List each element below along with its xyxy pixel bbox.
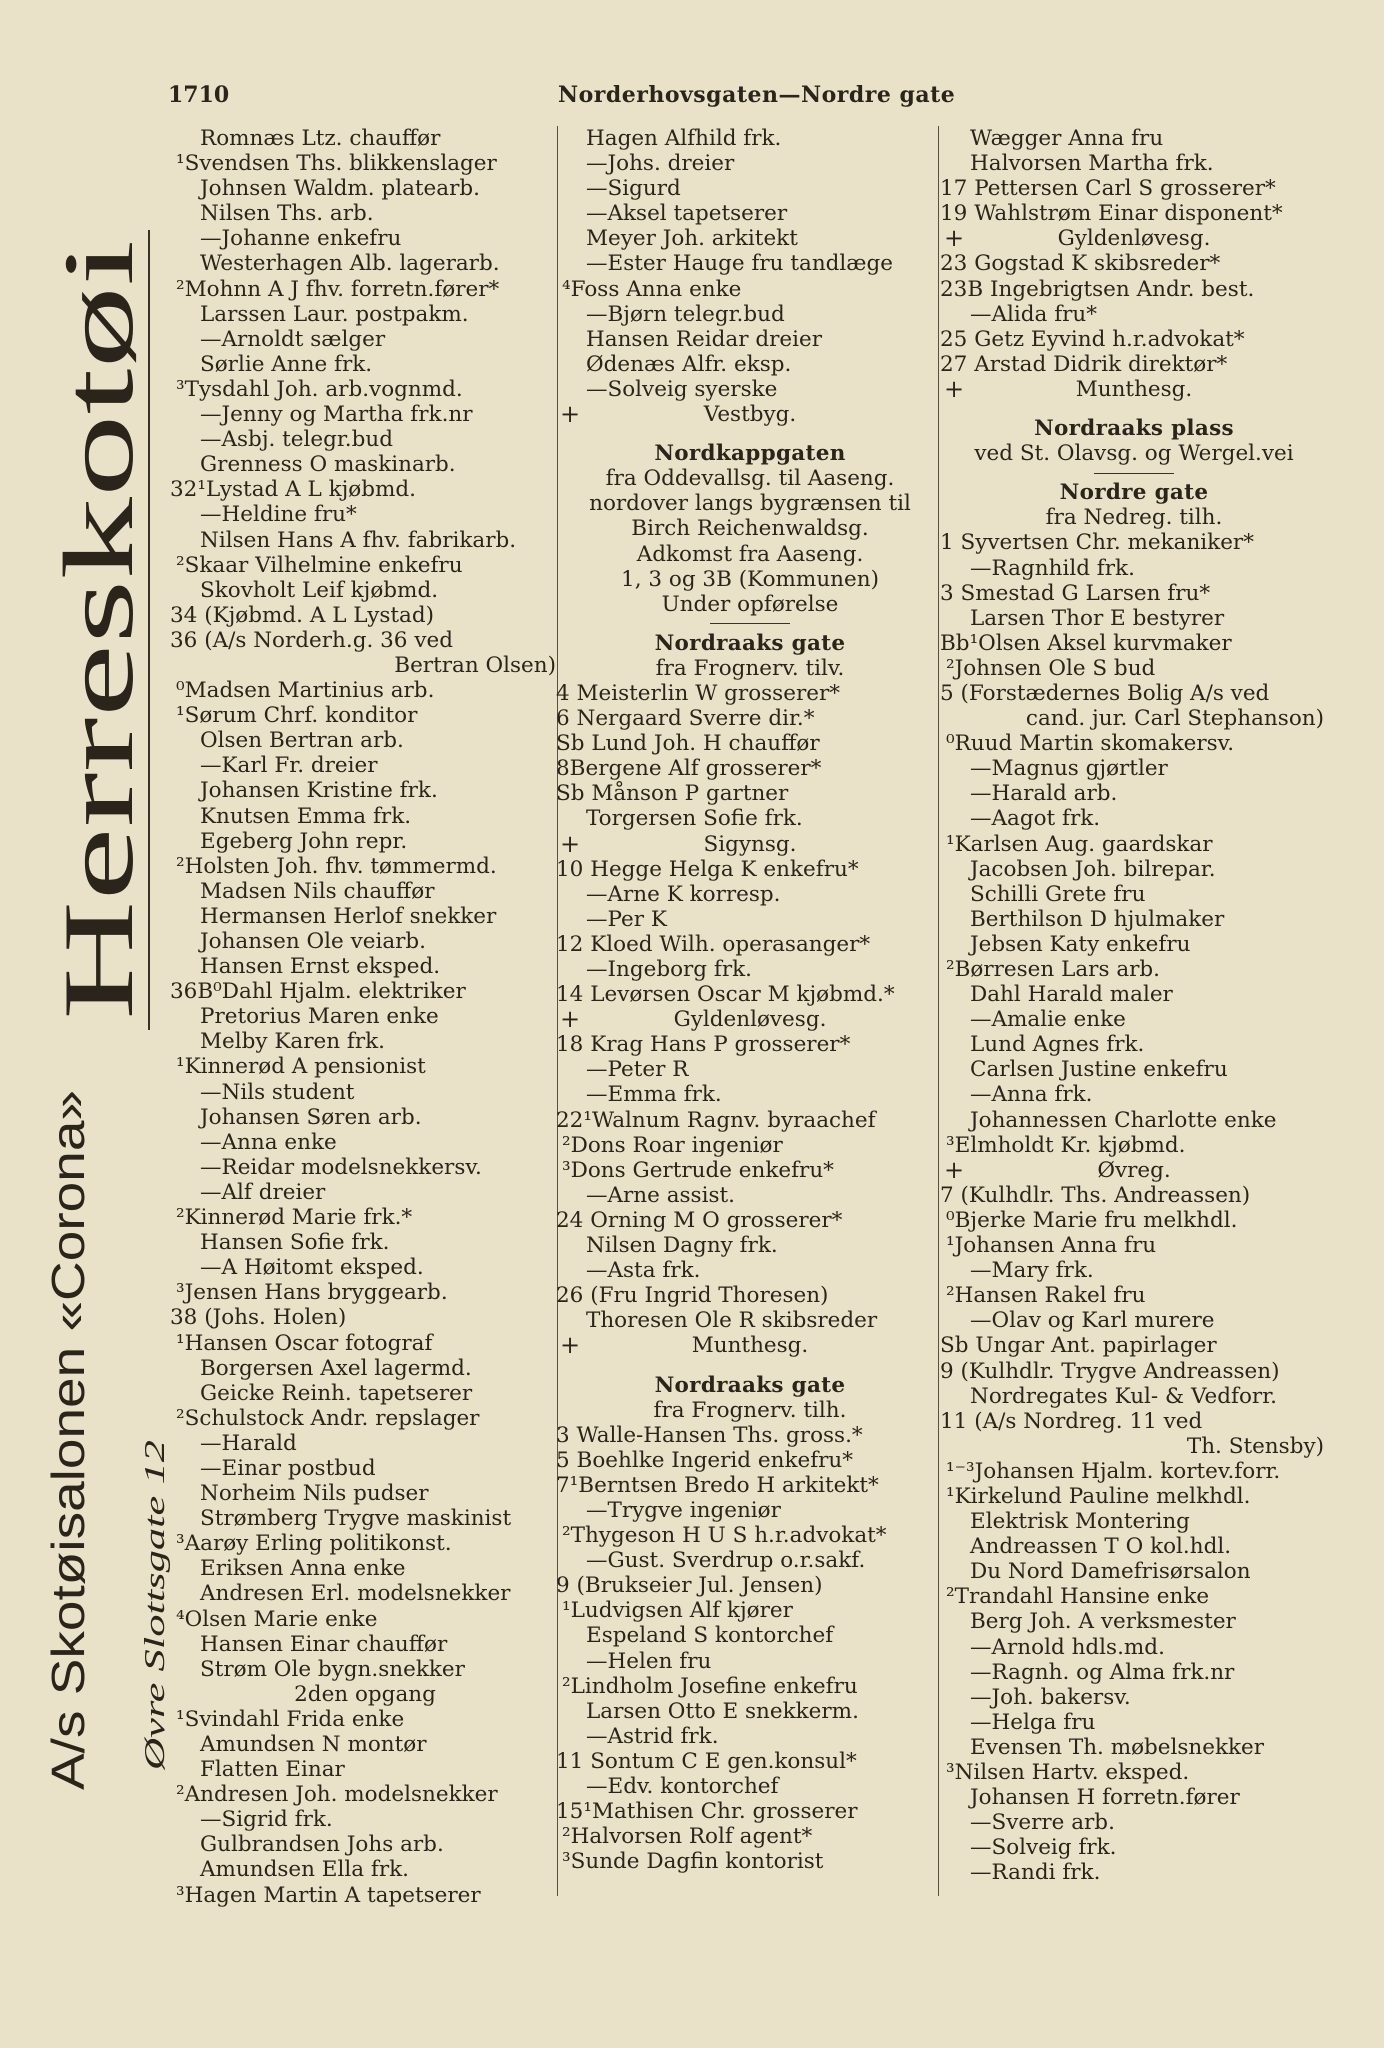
- directory-entry: 15¹Mathisen Chr. grosserer: [556, 1799, 858, 1825]
- directory-entry: Lund Agnes frk.: [970, 1032, 1145, 1058]
- directory-entry: Larssen Laur. postpakm.: [200, 301, 469, 327]
- directory-entry: 34 (Kjøbmd. A L Lystad): [170, 602, 434, 628]
- directory-entry: ²Skaar Vilhelmine enkefru: [176, 552, 463, 578]
- directory-entry: Johansen Ole veiarb.: [200, 929, 427, 954]
- directory-entry: Westerhagen Alb. lagerarb.: [200, 251, 500, 277]
- cross-street-icon: +: [560, 829, 581, 858]
- directory-entry: Evensen Th. møbelsnekker: [970, 1734, 1265, 1760]
- directory-entry: Elektrisk Montering: [970, 1509, 1190, 1535]
- street-heading: Nordkappgaten: [654, 441, 846, 467]
- advert-divider: [148, 230, 150, 1030]
- directory-entry: —Gust. Sverdrup o.r.sakf.: [586, 1548, 866, 1574]
- directory-entry: Johansen Søren arb.: [200, 1104, 422, 1130]
- directory-entry: —Reidar modelsnekkersv.: [200, 1154, 482, 1180]
- directory-entry: fra Oddevallsg. til Aaseng.: [605, 466, 895, 492]
- directory-entry: Hagen Alfhild frk.: [586, 126, 782, 151]
- directory-entry: 19 Wahlstrøm Einar disponent*: [940, 201, 1283, 227]
- directory-entry: 1, 3 og 3B (Kommunen): [621, 566, 879, 592]
- section-rule: [556, 617, 944, 631]
- directory-entry: Espeland S kontorchef: [586, 1623, 834, 1649]
- directory-entry: ³Hagen Martin A tapetserer: [176, 1882, 481, 1908]
- directory-entry: ²Dons Roar ingeniør: [562, 1132, 783, 1158]
- directory-column-1: [170, 126, 560, 1908]
- directory-entry: ¹Kinnerød A pensionist: [176, 1054, 426, 1080]
- directory-entry: —Helga fru: [970, 1709, 1096, 1735]
- directory-entry: ²Mohnn A J fhv. forretn.fører*: [176, 276, 500, 302]
- cross-street-name: Gyldenløvesg.: [673, 1007, 827, 1033]
- directory-entry: —Aagot frk.: [970, 806, 1101, 832]
- directory-entry: ¹Johansen Anna fru: [946, 1233, 1157, 1259]
- cross-street: [556, 829, 944, 858]
- directory-entry: 2den opgang: [294, 1681, 436, 1707]
- directory-entry: Andreassen T O kol.hdl.: [970, 1534, 1232, 1560]
- directory-entry: Wægger Anna fru: [970, 126, 1164, 151]
- directory-entry: 11 Sontum C E gen.konsul*: [556, 1748, 857, 1774]
- directory-entry: 11 (A/s Nordreg. 11 ved: [940, 1408, 1203, 1434]
- directory-entry: ³Nilsen Hartv. eksped.: [946, 1760, 1190, 1785]
- directory-entry: fra Nedreg. tilh.: [1045, 505, 1223, 531]
- directory-entry: Gulbrandsen Johs arb.: [200, 1832, 444, 1858]
- directory-entry: 3 Smestad G Larsen fru*: [940, 580, 1211, 606]
- directory-entry: ²Andresen Joh. modelsnekker: [176, 1782, 498, 1808]
- directory-entry: —Johanne enkefru: [200, 226, 402, 252]
- cross-street: [940, 226, 1328, 251]
- directory-entry: Sb Ungar Ant. papirlager: [940, 1333, 1217, 1359]
- directory-entry: —Aksel tapetserer: [586, 201, 788, 227]
- spacer: [940, 402, 1328, 416]
- directory-entry: —Johs. dreier: [586, 151, 735, 177]
- directory-entry: Larsen Thor E bestyrer: [970, 605, 1225, 631]
- directory-column-2: [556, 126, 944, 1874]
- directory-entry: 23 Gogstad K skibsreder*: [940, 251, 1221, 277]
- directory-entry: ⁴Olsen Marie enke: [176, 1606, 378, 1632]
- directory-entry: —A Høitomt eksped.: [200, 1255, 424, 1281]
- directory-entry: Johannessen Charlotte enke: [970, 1107, 1277, 1133]
- directory-entry: ⁰Bjerke Marie fru melkhdl.: [946, 1207, 1238, 1233]
- directory-entry: ²Schulstock Andr. repslager: [176, 1405, 480, 1431]
- directory-entry: cand. jur. Carl Stephanson): [1025, 706, 1324, 732]
- directory-entry: ⁰Ruud Martin skomakersv.: [946, 731, 1235, 757]
- page-title: Norderhovsgaten—Nordre gate: [558, 82, 956, 108]
- directory-entry: —Asta frk.: [586, 1258, 701, 1284]
- directory-entry: Schilli Grete fru: [970, 881, 1146, 907]
- cross-street: [556, 1007, 944, 1032]
- directory-entry: —Karl Fr. dreier: [200, 753, 378, 779]
- cross-street: [940, 1155, 1328, 1184]
- cross-street: [556, 402, 944, 427]
- directory-entry: 5 (Forstædernes Bolig A/s ved: [940, 680, 1270, 706]
- directory-entry: —Alf dreier: [200, 1179, 326, 1205]
- directory-entry: Geicke Reinh. tapetserer: [200, 1380, 473, 1406]
- directory-entry: —Jenny og Martha frk.nr: [200, 402, 473, 428]
- directory-entry: —Arne assist.: [586, 1182, 735, 1208]
- directory-entry: —Einar postbud: [200, 1455, 376, 1481]
- directory-entry: Ødenæs Alfr. eksp.: [586, 351, 792, 377]
- cross-street-icon: +: [560, 1331, 581, 1360]
- directory-entry: Hansen Ernst eksped.: [200, 954, 441, 980]
- directory-entry: —Arnold hdls.md.: [970, 1634, 1165, 1660]
- directory-entry: Th. Stensby): [1186, 1433, 1324, 1459]
- directory-entry: Sb Månson P gartner: [556, 781, 789, 807]
- directory-entry: —Ester Hauge fru tandlæge: [586, 251, 893, 277]
- directory-entry: —Ragnhild frk.: [970, 555, 1135, 581]
- directory-entry: Melby Karen frk.: [200, 1029, 386, 1055]
- directory-entry: 27 Arstad Didrik direktør*: [940, 351, 1228, 377]
- directory-entry: Norheim Nils pudser: [200, 1481, 429, 1507]
- directory-entry: Sb Lund Joh. H chauffør: [556, 731, 820, 757]
- directory-entry: ²Kinnerød Marie frk.*: [176, 1205, 413, 1231]
- advert-company-name: A/s Skotøisalonen «Corona»: [42, 1204, 94, 1790]
- directory-entry: Johansen H forretn.fører: [970, 1785, 1240, 1811]
- directory-entry: ¹Kirkelund Pauline melkhdl.: [946, 1483, 1251, 1509]
- directory-entry: Sørlie Anne frk.: [200, 351, 373, 377]
- directory-entry: 14 Levørsen Oscar M kjøbmd.*: [556, 982, 895, 1008]
- directory-entry: 23B Ingebrigtsen Andr. best.: [940, 276, 1255, 302]
- directory-entry: Hermansen Herlof snekker: [200, 903, 497, 929]
- directory-entry: Torgersen Sofie frk.: [586, 806, 803, 832]
- directory-entry: 22¹Walnum Ragnv. byraachef: [556, 1107, 876, 1133]
- directory-entry: —Alida fru*: [970, 301, 1098, 327]
- directory-entry: —Bjørn telegr.bud: [586, 301, 785, 327]
- directory-entry: Under opførelse: [661, 591, 839, 617]
- directory-entry: —Magnus gjørtler: [970, 756, 1168, 782]
- cross-street-icon: +: [944, 1155, 965, 1184]
- directory-entry: ³Aarøy Erling politikonst.: [176, 1531, 452, 1557]
- directory-entry: —Solveig frk.: [970, 1835, 1117, 1861]
- cross-street: [940, 374, 1328, 403]
- directory-entry: ²Holsten Joh. fhv. tømmermd.: [176, 853, 497, 879]
- directory-entry: 24 Orning M O grosserer*: [556, 1207, 843, 1233]
- directory-entry: Strømberg Trygve maskinist: [200, 1506, 512, 1532]
- spacer: [556, 1359, 944, 1373]
- directory-entry: ³Dons Gertrude enkefru*: [562, 1157, 834, 1183]
- section-rule: [940, 466, 1328, 480]
- directory-entry: fra Frognerv. tilh.: [653, 1397, 847, 1423]
- directory-entry: 38 (Johs. Holen): [170, 1305, 347, 1331]
- cross-street-name: Sigynsg.: [703, 831, 797, 857]
- cross-street: [556, 1333, 944, 1358]
- directory-entry: 6 Nergaard Sverre dir.*: [556, 706, 815, 732]
- directory-entry: ²Trandahl Hansine enke: [946, 1584, 1210, 1610]
- directory-entry: —Anna frk.: [970, 1082, 1093, 1108]
- directory-entry: —Ragnh. og Alma frk.nr: [970, 1659, 1235, 1685]
- page-number: 1710: [168, 82, 230, 108]
- directory-entry: —Arnoldt sælger: [200, 326, 386, 352]
- directory-entry: —Randi frk.: [970, 1860, 1101, 1886]
- directory-entry: ³Sunde Dagfin kontorist: [562, 1849, 824, 1875]
- cross-street-icon: +: [560, 1005, 581, 1034]
- directory-entry: —Sigurd: [586, 176, 681, 202]
- directory-entry: Nilsen Hans A fhv. fabrikarb.: [200, 527, 517, 553]
- cross-street-name: Munthesg.: [1075, 376, 1193, 402]
- directory-entry: Flatten Einar: [200, 1757, 345, 1783]
- directory-entry: —Arne K korresp.: [586, 881, 781, 907]
- directory-entry: —Joh. bakersv.: [970, 1684, 1131, 1710]
- directory-entry: nordover langs bygrænsen til: [589, 491, 911, 517]
- cross-street-name: Gyldenløvesg.: [1057, 226, 1211, 252]
- directory-entry: ¹Ludvigsen Alf kjører: [562, 1598, 793, 1624]
- directory-entry: ved St. Olavsg. og Wergel.vei: [974, 441, 1294, 467]
- directory-entry: ¹Svendsen Ths. blikkenslager: [176, 151, 497, 177]
- directory-entry: ⁴Foss Anna enke: [562, 276, 742, 302]
- directory-entry: —Sverre arb.: [970, 1810, 1115, 1836]
- street-heading: Nordre gate: [1059, 480, 1209, 506]
- directory-entry: Jebsen Katy enkefru: [970, 931, 1191, 957]
- directory-entry: Egeberg John repr.: [200, 828, 408, 854]
- directory-entry: Bb¹Olsen Aksel kurvmaker: [940, 630, 1232, 656]
- directory-entry: Grenness O maskinarb.: [200, 452, 456, 478]
- directory-entry: Carlsen Justine enkefru: [970, 1057, 1228, 1083]
- directory-entry: 1 Syvertsen Chr. mekaniker*: [940, 530, 1254, 556]
- directory-entry: Olsen Bertran arb.: [200, 728, 404, 754]
- directory-entry: ³Jensen Hans bryggearb.: [176, 1280, 448, 1306]
- street-heading: Nordraaks gate: [654, 1372, 846, 1398]
- directory-entry: —Emma frk.: [586, 1082, 722, 1108]
- directory-entry: ¹⁻³Johansen Hjalm. kortev.forr.: [946, 1458, 1281, 1484]
- cross-street-icon: +: [944, 224, 965, 253]
- directory-entry: ²Johnsen Ole S bud: [946, 655, 1156, 681]
- directory-entry: Bertran Olsen): [394, 652, 556, 678]
- directory-entry: —Harald: [200, 1430, 297, 1456]
- directory-entry: —Ingeborg frk.: [586, 957, 753, 982]
- directory-entry: 36B⁰Dahl Hjalm. elektriker: [170, 979, 466, 1005]
- directory-entry: Madsen Nils chauffør: [200, 878, 435, 904]
- directory-entry: —Peter R: [586, 1057, 689, 1083]
- directory-entry: 5 Boehlke Ingerid enkefru*: [556, 1447, 854, 1473]
- advert-address: Øvre Slottsgate 12: [140, 1562, 171, 1770]
- directory-entry: Borgersen Axel lagermd.: [200, 1355, 472, 1381]
- directory-entry: 10 Hegge Helga K enkefru*: [556, 856, 859, 882]
- cross-street-name: Vestbyg.: [703, 402, 797, 428]
- directory-entry: Knutsen Emma frk.: [200, 803, 412, 829]
- directory-entry: Nordregates Kul- & Vedforr.: [970, 1383, 1277, 1409]
- directory-entry: Hansen Reidar dreier: [586, 326, 822, 352]
- directory-entry: ³Elmholdt Kr. kjøbmd.: [946, 1132, 1186, 1158]
- directory-entry: 9 (Brukseier Jul. Jensen): [556, 1573, 823, 1599]
- street-heading: Nordraaks gate: [654, 630, 846, 656]
- directory-entry: ²Lindholm Josefine enkefru: [562, 1673, 858, 1699]
- directory-entry: Johansen Kristine frk.: [200, 778, 438, 804]
- directory-entry: Berg Joh. A verksmester: [970, 1609, 1236, 1635]
- directory-entry: ³Tysdahl Joh. arb.vognmd.: [176, 376, 463, 402]
- directory-entry: Adkomst fra Aaseng.: [636, 541, 864, 567]
- directory-entry: 7 (Kulhdlr. Ths. Andreassen): [940, 1182, 1251, 1208]
- directory-column-3: [940, 126, 1328, 1885]
- directory-entry: Strøm Ole bygn.snekker: [200, 1656, 465, 1682]
- cross-street-icon: +: [944, 374, 965, 403]
- directory-entry: 7¹Berntsen Bredo H arkitekt*: [556, 1472, 879, 1498]
- directory-entry: 26 (Fru Ingrid Thoresen): [556, 1283, 829, 1309]
- directory-entry: ²Halvorsen Rolf agent*: [562, 1824, 813, 1850]
- directory-entry: —Trygve ingeniør: [586, 1497, 781, 1523]
- directory-entry: Skovholt Leif kjøbmd.: [200, 577, 439, 603]
- directory-entry: ¹Hansen Oscar fotograf: [176, 1330, 433, 1356]
- directory-entry: Andresen Erl. modelsnekker: [200, 1581, 511, 1607]
- directory-entry: Hansen Sofie frk.: [200, 1230, 390, 1256]
- cross-street-name: Munthesg.: [691, 1333, 809, 1359]
- directory-entry: Romnæs Ltz. chauffør: [200, 126, 441, 151]
- directory-entry: Du Nord Damefrisørsalon: [970, 1559, 1251, 1585]
- directory-entry: Nilsen Ths. arb.: [200, 201, 374, 227]
- directory-entry: —Mary frk.: [970, 1258, 1094, 1284]
- directory-entry: Amundsen N montør: [200, 1732, 427, 1757]
- directory-entry: —Asbj. telegr.bud: [200, 427, 394, 453]
- directory-entry: —Harald arb.: [970, 781, 1118, 807]
- directory-entry: Berthilson D hjulmaker: [970, 906, 1225, 932]
- page-header: [168, 82, 1328, 114]
- directory-entry: Hansen Einar chauffør: [200, 1631, 448, 1657]
- directory-entry: Halvorsen Martha frk.: [970, 151, 1214, 177]
- directory-entry: ¹Karlsen Aug. gaardskar: [946, 831, 1213, 857]
- directory-entry: Meyer Joh. arkitekt: [586, 226, 798, 252]
- directory-entry: Pretorius Maren enke: [200, 1004, 439, 1030]
- directory-entry: ¹Svindahl Frida enke: [176, 1706, 405, 1732]
- directory-entry: 25 Getz Eyvind h.r.advokat*: [940, 326, 1245, 352]
- directory-entry: Dahl Harald maler: [970, 982, 1173, 1008]
- directory-entry: Thoresen Ole R skibsreder: [586, 1308, 878, 1334]
- directory-entry: —Amalie enke: [970, 1007, 1126, 1033]
- directory-entry: Eriksen Anna enke: [200, 1556, 406, 1582]
- directory-entry: —Astrid frk.: [586, 1723, 719, 1749]
- directory-entry: Amundsen Ella frk.: [200, 1857, 410, 1883]
- cross-street-name: Øvreg.: [1097, 1157, 1171, 1183]
- spacer: [556, 427, 944, 441]
- street-heading: Nordraaks plass: [1034, 416, 1234, 442]
- advert-headline: Herreskotøi: [43, 547, 154, 1020]
- directory-entry: Birch Reichenwaldsg.: [631, 516, 869, 542]
- directory-entry: 36 (A/s Norderh.g. 36 ved: [170, 627, 453, 653]
- directory-entry: Johnsen Waldm. platearb.: [200, 176, 480, 202]
- directory-entry: fra Frognerv. tilv.: [655, 655, 845, 681]
- directory-entry: —Anna enke: [200, 1129, 337, 1155]
- directory-entry: Jacobsen Joh. bilrepar.: [970, 856, 1216, 882]
- directory-entry: —Heldine fru*: [200, 502, 357, 528]
- directory-entry: ²Thygeson H U S h.r.advokat*: [562, 1523, 887, 1549]
- directory-entry: —Edv. kontorchef: [586, 1774, 779, 1799]
- directory-entry: ⁰Madsen Martinius arb.: [176, 678, 435, 704]
- directory-entry: —Per K: [586, 906, 667, 932]
- directory-entry: 3 Walle-Hansen Ths. gross.*: [556, 1422, 863, 1448]
- directory-entry: 9 (Kulhdlr. Trygve Andreassen): [940, 1358, 1280, 1384]
- cross-street-icon: +: [560, 400, 581, 429]
- directory-entry: 18 Krag Hans P grosserer*: [556, 1032, 851, 1058]
- directory-entry: —Olav og Karl murere: [970, 1308, 1215, 1334]
- directory-entry: —Helen fru: [586, 1648, 712, 1674]
- directory-entry: —Sigrid frk.: [200, 1807, 333, 1833]
- directory-entry: 4 Meisterlin W grosserer*: [556, 680, 840, 706]
- directory-entry: 32¹Lystad A L kjøbmd.: [170, 477, 416, 503]
- directory-entry: Larsen Otto E snekkerm.: [586, 1698, 859, 1724]
- directory-entry: ¹Sørum Chrf. konditor: [176, 703, 418, 729]
- directory-entry: 17 Pettersen Carl S grosserer*: [940, 176, 1276, 202]
- directory-entry: Nilsen Dagny frk.: [586, 1233, 778, 1259]
- directory-entry: ²Børresen Lars arb.: [946, 957, 1161, 982]
- directory-entry: 12 Kloed Wilh. operasanger*: [556, 931, 871, 957]
- directory-entry: —Nils student: [200, 1079, 355, 1105]
- directory-entry: 8Bergene Alf grosserer*: [556, 756, 822, 782]
- directory-entry: ²Hansen Rakel fru: [946, 1283, 1146, 1309]
- directory-entry: —Solveig syerske: [586, 376, 778, 402]
